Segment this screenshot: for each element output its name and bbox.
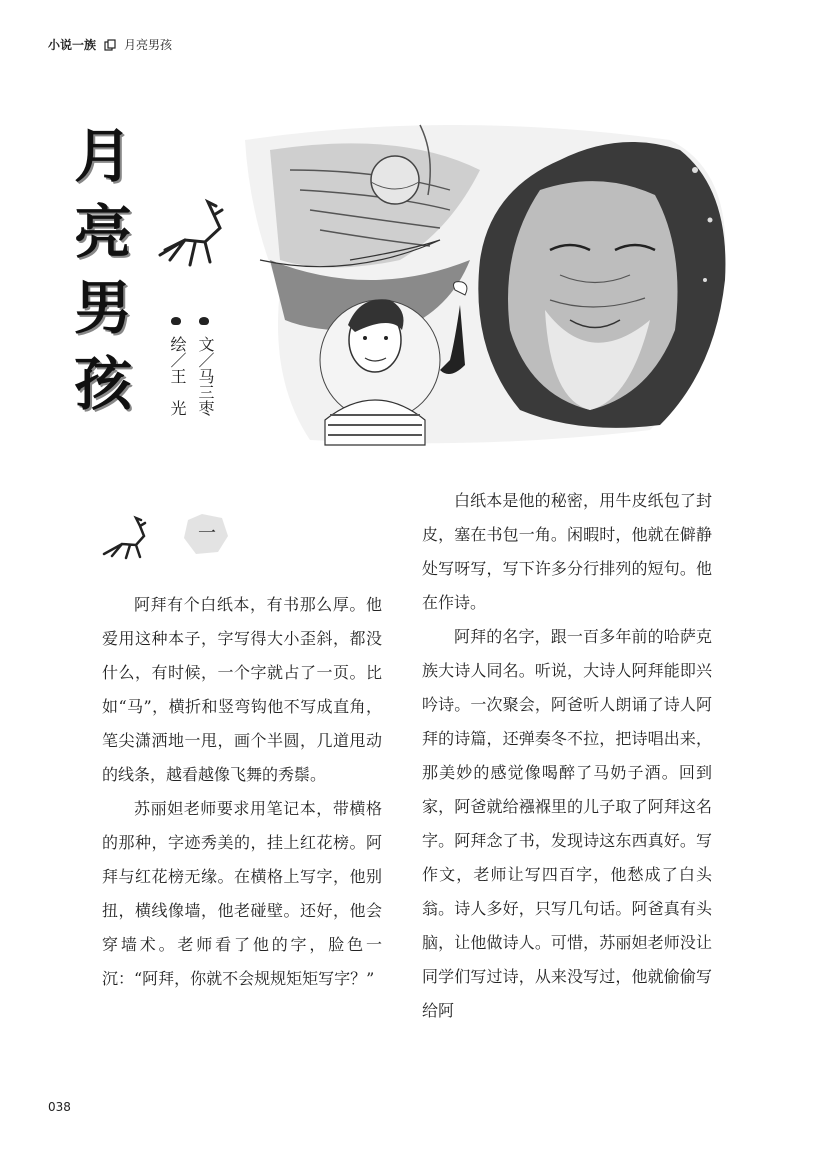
paragraph: 阿拜有个白纸本，有书那么厚。他爱用这种本子，字写得大小歪斜，都没什么，有时候，一个字就占了一页。比如“马”，横折和竖弯钩他不写成直角，笔尖潇洒地一甩，画个半圆，几道甩动的线条，越看越像飞舞的秀鬃。 <box>102 595 382 784</box>
header-title: 月亮男孩 <box>124 38 173 52</box>
paragraph: 阿拜的名字，跟一百多年前的哈萨克族大诗人同名。听说，大诗人阿拜能即兴吟诗。一次聚会，阿爸听人朗诵了诗人阿拜的诗篇，还弹奏冬不拉，把诗唱出来，那美妙的感觉像喝醉了马奶子酒。回到家，阿爸就给襁褓里的儿子取了阿拜这名字。阿拜念了书，发现诗这东西真好。写作文，老师让写四百字，他愁成了白头翁。诗人多好，只写几句话。阿爸真有头脑，让他做诗人。可惜，苏丽妲老师没让同学们写过诗，从来没写过，他就偷偷写给阿 <box>422 627 712 1020</box>
title-char: 孩 <box>74 350 133 418</box>
illustrator-credit: 绘／王 光 <box>168 336 187 416</box>
article-title <box>74 118 164 422</box>
credit-marker <box>171 317 181 325</box>
body-column-left <box>102 588 382 996</box>
illustration <box>150 110 750 450</box>
credit-marker <box>199 317 209 325</box>
section-number: 一 <box>198 523 216 544</box>
body-column-right <box>422 484 712 1028</box>
column-name: 小说一族 <box>48 38 97 52</box>
title-char: 男 <box>74 274 133 342</box>
title-char: 亮 <box>74 198 133 266</box>
title-char: 月 <box>74 122 133 190</box>
paragraph: 白纸本是他的秘密，用牛皮纸包了封皮，塞在书包一角。闲暇时，他就在僻静处写呀写，写下许多分行排列的短句。他在作诗。 <box>422 491 712 612</box>
author-credit: 文／马三枣 <box>196 336 215 416</box>
paragraph: 苏丽妲老师要求用笔记本，带横格的那种，字迹秀美的，挂上红花榜。阿拜与红花榜无缘。在横格上写字，他别扭，横线像墙，他老碰壁。还好，他会穿墙术。老师看了他的字，脸色一沉：“阿拜，你就不会规规矩矩写字？” <box>102 799 382 988</box>
page-number: 038 <box>48 1100 71 1114</box>
book-icon <box>104 39 116 51</box>
running-header <box>48 36 172 53</box>
